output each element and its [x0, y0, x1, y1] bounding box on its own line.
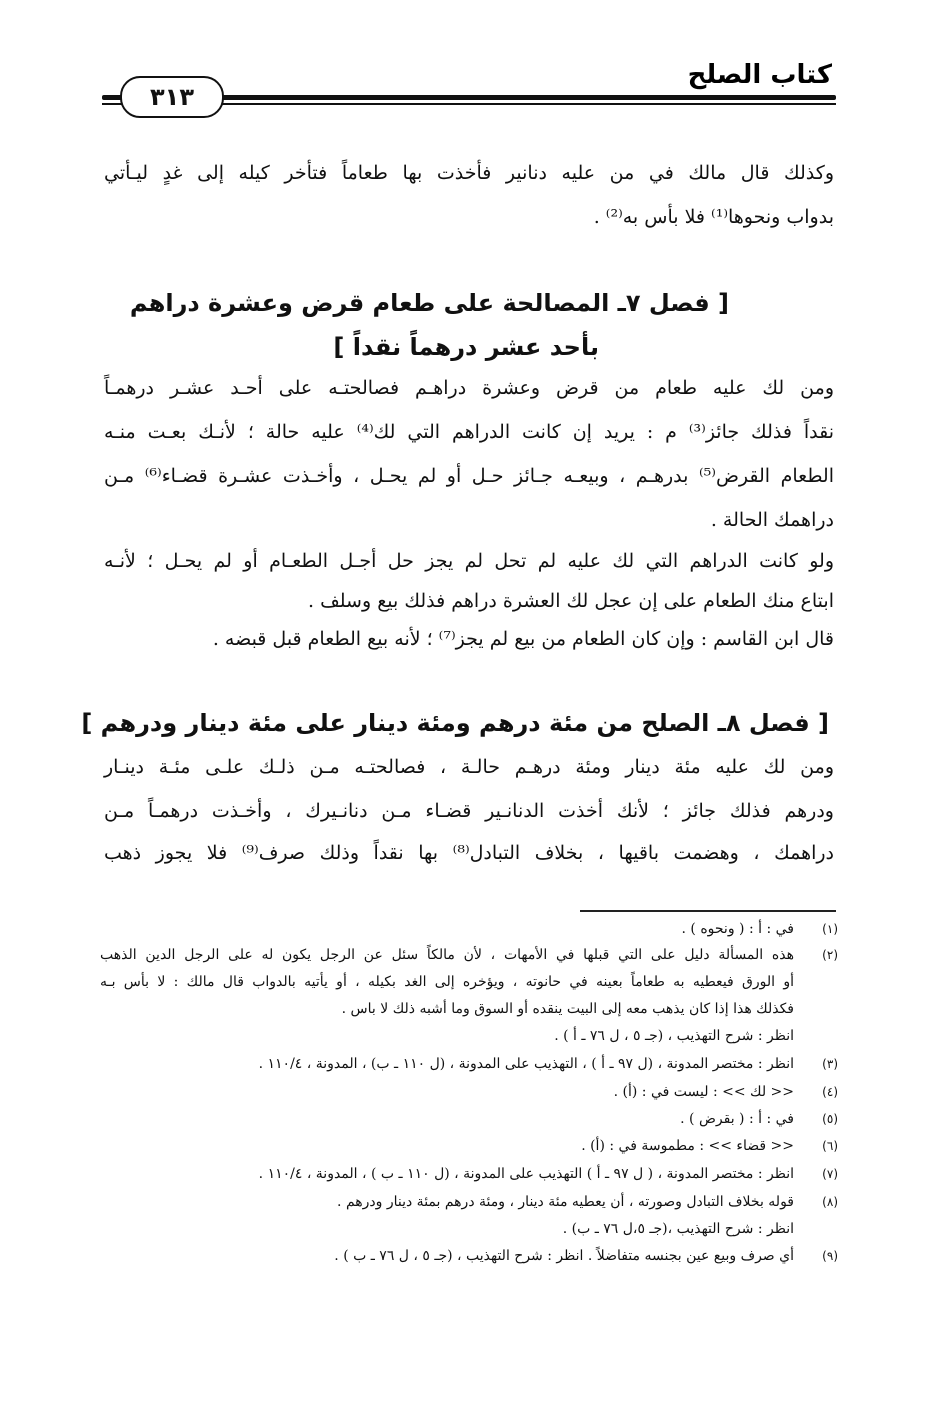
body-line: ولو كانت الدراهم التي لك عليه لم تحل لم يجز حل أجـل الطعـام أو لم يحـل ؛ لأنـه [104, 550, 834, 572]
body-line: دراهمك الحالة . [710, 509, 834, 531]
section-heading-7-line1: [ فصل ٧ـ المصالحة على طعام قرض وعشرة دراهم [129, 289, 729, 317]
footnote-text: انظر : مختصر المدونة ، ( ل ٩٧ ـ أ ) التهذيب على المدونة ، (ل ١١٠ ـ ب ) ، المدونة ، ١١٠/٤ . [258, 1166, 794, 1182]
footnote-number: (٢) [822, 948, 838, 962]
footnote-number: (٨) [822, 1195, 838, 1209]
footnote-number: (٤) [822, 1085, 838, 1099]
section-heading-8: [ فصل ٨ـ الصلح من مئة درهم ومئة دينار على مئة دينار ودرهم ] [81, 709, 829, 737]
footnote-number: (٦) [822, 1139, 838, 1153]
footnote-text: أو الورق فيعطيه به طعاماً بعينه في حانوته ، ويؤخره إلى الغد بكيله ، أو يأتيه بالدواب قال مالك : لا بأس بـه [100, 974, 794, 990]
body-line: قال ابن القاسم : وإن كان الطعام من بيع لم يجز⁽⁷⁾ ؛ لأنه بيع الطعام قبل قبضه . [212, 628, 834, 650]
footnote-number: (٣) [822, 1057, 838, 1071]
body-line: ومن لك عليه طعام من قرض وعشرة دراهـم فصالحتـه على أحـد عشـر درهمـاً [104, 377, 834, 399]
footnote-separator [580, 910, 836, 912]
footnote-number: (٥) [822, 1112, 838, 1126]
footnote-text: << قضاء >> : مطموسة في : (أ) . [581, 1138, 794, 1154]
footnote-text: انظر : شرح التهذيب ، (جـ ٥ ، ل ٧٦ ـ أ ) . [554, 1028, 794, 1044]
body-line: نقداً فذلك جائز⁽³⁾ م : يريد إن كانت الدراهم التي لك⁽⁴⁾ عليه حالة ؛ لأنـك بعـت منـه [104, 421, 834, 443]
section-heading-7-line2: بأحد عشر درهماً نقداً ] [333, 333, 599, 361]
footnote-text: انظر : مختصر المدونة ، (ل ٩٧ ـ أ ) ، التهذيب على المدونة ، (ل ١١٠ ـ ب) ، المدونة ، ١١٠/٤ . [258, 1056, 794, 1072]
body-line: ابتاع منك الطعام على إن عجل لك العشرة دراهم فذلك بيع وسلف . [308, 590, 834, 612]
body-line: ومن لك عليه مئة دينار ومئة درهـم حالـة ، فصالحتـه مـن ذلـك علـى مئـة دينـار [104, 756, 834, 778]
footnote-text: في : أ : ( ونحوه ) . [681, 921, 794, 937]
body-line: الطعام القرض⁽⁵⁾ بدرهـم ، وبيعـه جـائز حـل أو لم يحـل ، وأخـذت عشـرة قضـاء⁽⁶⁾ مـن [104, 465, 834, 487]
body-line: وكذلك قال مالك في من عليه دنانير فأخذت بها طعاماً فتأخر كيله إلى غدٍ ليـأتي [104, 162, 834, 184]
page-number: ٣١٣ [120, 76, 224, 118]
footnote-text: هذه المسألة دليل على التي قبلها في الأمهات ، لأن مالكاً سئل عن الرجل يكون له على الرجل الدين الذهب [100, 947, 794, 963]
footnote-number: (١) [822, 922, 838, 936]
footnote-number: (٩) [822, 1249, 838, 1263]
footnote-text: قوله بخلاف التبادل وصورته ، أن يعطيه مئة دينار ، ومئة درهم بمئة دينار ودرهم . [337, 1194, 794, 1210]
footnote-text: فكذلك هذا إذا كان يذهب معه إلى البيت ينقده أو السوق وما أشبه ذلك لا باس . [341, 1001, 794, 1017]
footnote-text: في : أ : ( بقرض ) . [680, 1111, 794, 1127]
footnote-number: (٧) [822, 1167, 838, 1181]
footnote-text: << لك >> : ليست في : (أ) . [613, 1084, 794, 1100]
footnote-text: انظر : شرح التهذيب ،(جـ ٥،ل ٧٦ ـ ب) . [562, 1221, 794, 1237]
body-line: ودرهم فذلك جائز ؛ لأنك أخذت الدنانـير قضـاء مـن دنانـيرك ، وأخـذت درهمـاً مـن [104, 800, 834, 822]
body-line: بدواب ونحوها⁽¹⁾ فلا بأس به⁽²⁾ . [593, 206, 834, 228]
running-header-title: كتاب الصلح [687, 60, 832, 90]
footnote-text: أي صرف وبيع عين بجنسه متفاضلاً . انظر : شرح التهذيب ، (جـ ٥ ، ل ٧٦ ـ ب ) . [334, 1248, 794, 1264]
body-line: دراهمك ، وهضمت باقيها ، بخلاف التبادل⁽⁸⁾ بها نقداً وذلك صرف⁽⁹⁾ فلا يجوز ذهب [104, 842, 835, 864]
